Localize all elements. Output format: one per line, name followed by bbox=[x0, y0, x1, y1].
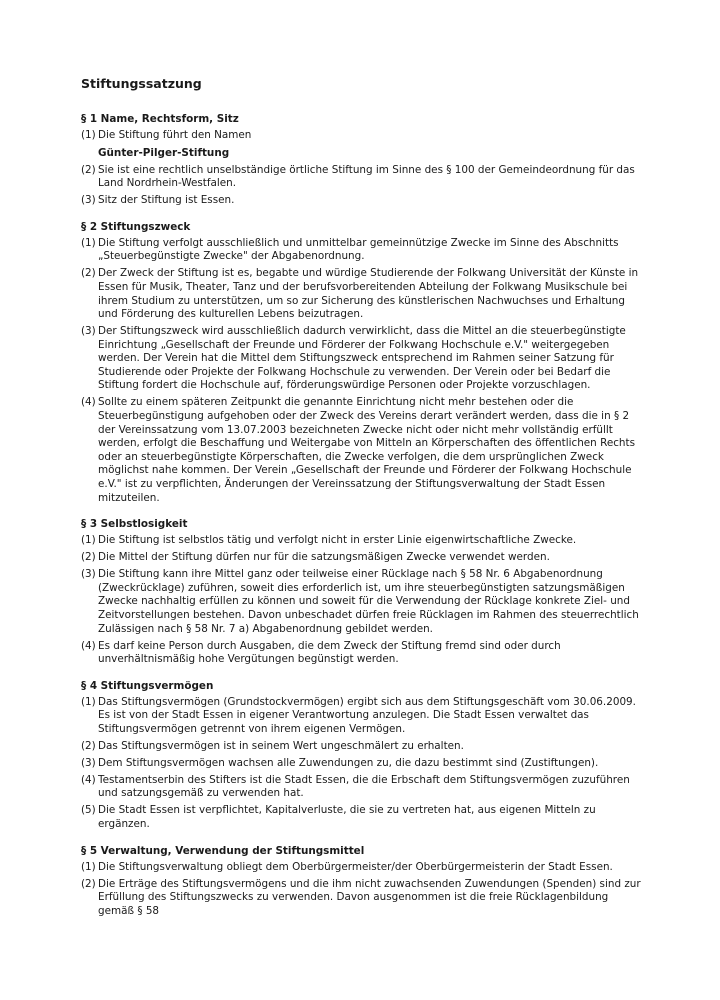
paragraph-text: Die Stiftung führt den Namen bbox=[98, 129, 252, 141]
paragraph-number: (4) bbox=[81, 396, 96, 409]
paragraph-item bbox=[81, 164, 641, 191]
section-heading: § 1 Name, Rechtsform, Sitz bbox=[81, 113, 239, 125]
paragraph-text: Sollte zu einem späteren Zeitpunkt die genannte Einrichtung nicht mehr bestehen oder die Steuerbegünstigung aufgehoben oder der Zweck des Vereins derart verändert werden, dass die in § 2 der Vereinssatzung vom 13.07.2003 bezeichneten Zwecke nicht oder nicht mehr vollständig erfüllt werden, erfolgt die Beschaffung und Weitergabe von Mitteln an Körperschaften des öffentlichen Rechts oder an steuerbegünstigte Körperschaften, die Zwecke verfolgen, die dem ursprünglichen Zweck möglichst nahe kommen. Der Verein „Gesellschaft der Freunde und Förderer der Folkwang Hochschule e.V." ist zu verpflichten, Änderungen der Vereinssatzung der Stiftungsverwaltung der Stadt Essen mitzuteilen. bbox=[98, 396, 635, 504]
paragraph-number: (2) bbox=[81, 163, 96, 176]
paragraph-item bbox=[81, 757, 641, 771]
section-2 bbox=[81, 220, 641, 505]
paragraph-number: (2) bbox=[81, 267, 96, 280]
paragraph-number: (4) bbox=[81, 773, 96, 786]
paragraph-text: Testamentserbin des Stifters ist die Stadt Essen, die die Erbschaft dem Stiftungsvermögen zuzuführen und satzungsgemäß zu verwenden hat. bbox=[98, 773, 630, 800]
paragraph-number: (2) bbox=[81, 877, 96, 890]
paragraph-text: Das Stiftungsvermögen (Grundstockvermögen) ergibt sich aus dem Stiftungsgeschäft vom 30.06.2009. Es ist von der Stadt Essen in eigener Verantwortung anzulegen. Die Stadt Essen verwaltet das Stiftungsvermögen getrennt von ihrem eigenen Vermögen. bbox=[98, 695, 636, 735]
section-heading: § 5 Verwaltung, Verwendung der Stiftungsmittel bbox=[81, 844, 365, 857]
paragraph-item bbox=[81, 640, 641, 667]
paragraph-item bbox=[81, 878, 641, 919]
paragraph-number: (1) bbox=[81, 534, 96, 547]
paragraph-text: Die Mittel der Stiftung dürfen nur für die satzungsmäßigen Zwecke verwendet werden. bbox=[98, 551, 550, 564]
paragraph-item bbox=[81, 696, 641, 737]
paragraph-item bbox=[81, 551, 641, 565]
paragraph-number: (4) bbox=[81, 639, 96, 652]
paragraph-text: Der Stiftungszweck wird ausschließlich dadurch verwirklicht, dass die Mittel an die steuerbegünstigte Einrichtung „Gesellschaft der Freunde und Förderer der Folkwang Hochschule e.V." weitergegeben werden. Der Verein hat die Mittel dem Stiftungszweck entsprechend im Rahmen seiner Satzung für Studierende oder Projekte der Folkwang Hochschule zu verwenden. Der Verein oder bei Bedarf die Stiftung fordert die Hochschule auf, förderungswürdige Personen oder Projekte vorzuschlagen. bbox=[98, 325, 626, 392]
paragraph-number: (2) bbox=[81, 739, 96, 752]
paragraph-item bbox=[81, 237, 641, 264]
section-5 bbox=[81, 844, 641, 919]
paragraph-text: Die Stiftung verfolgt ausschließlich und unmittelbar gemeinnützige Zwecke im Sinne des Abschnitts „Steuerbegünstigte Zwecke" der Abgabenordnung. bbox=[98, 236, 619, 263]
paragraph-item bbox=[81, 774, 641, 801]
paragraph-text: Dem Stiftungsvermögen wachsen alle Zuwendungen zu, die dazu bestimmt sind (Zustiftungen). bbox=[98, 756, 599, 769]
section-1 bbox=[81, 112, 641, 208]
paragraph-item bbox=[81, 325, 641, 393]
paragraph-text: Sie ist eine rechtlich unselbständige örtliche Stiftung im Sinne des § 100 der Gemeindeordnung für das Land Nordrhein-Westfalen. bbox=[98, 163, 635, 190]
paragraph-item bbox=[81, 267, 641, 321]
section-heading: § 3 Selbstlosigkeit bbox=[81, 518, 188, 531]
paragraph-text: Das Stiftungsvermögen ist in seinem Wert ungeschmälert zu erhalten. bbox=[98, 739, 464, 752]
document-page bbox=[81, 76, 641, 930]
paragraph-item bbox=[81, 804, 641, 831]
paragraph-text: Die Stiftung ist selbstlos tätig und verfolgt nicht in erster Linie eigenwirtschaftliche Zwecke. bbox=[98, 534, 577, 547]
paragraph-number: (5) bbox=[81, 804, 96, 817]
paragraph-number: (3) bbox=[81, 568, 96, 581]
paragraph-text: Die Stadt Essen ist verpflichtet, Kapitalverluste, die sie zu vertreten hat, aus eigenen Mitteln zu ergänzen. bbox=[98, 804, 596, 831]
paragraph-item bbox=[81, 861, 641, 875]
paragraph-number: (3) bbox=[81, 756, 96, 769]
document-title: Stiftungssatzung bbox=[81, 76, 202, 91]
paragraph-number: (3) bbox=[81, 194, 96, 207]
paragraph-text: Die Erträge des Stiftungsvermögens und die ihm nicht zuwachsenden Zuwendungen (Spenden) sind zur Erfüllung des Stiftungszwecks zu verwenden. Davon ausgenommen ist die freie Rücklagenbildung gemäß § 58 bbox=[98, 877, 641, 917]
sections-container bbox=[81, 112, 641, 918]
paragraph-number: (1) bbox=[81, 129, 96, 141]
section-heading: § 2 Stiftungszweck bbox=[81, 220, 191, 233]
paragraph-item bbox=[81, 194, 641, 208]
paragraph-item bbox=[81, 396, 641, 505]
paragraph-item bbox=[81, 568, 641, 636]
paragraph-item bbox=[81, 129, 641, 160]
paragraph-number: (1) bbox=[81, 236, 96, 249]
section-3 bbox=[81, 517, 641, 667]
paragraph-number: (1) bbox=[81, 695, 96, 708]
paragraph-text: Es darf keine Person durch Ausgaben, die dem Zweck der Stiftung fremd sind oder durch unverhältnismäßig hohe Vergütungen begünstigt werden. bbox=[98, 639, 561, 666]
paragraph-number: (2) bbox=[81, 551, 96, 564]
paragraph-item bbox=[81, 534, 641, 548]
foundation-name: Günter-Pilger-Stiftung bbox=[98, 146, 230, 159]
paragraph-item bbox=[81, 740, 641, 754]
section-heading: § 4 Stiftungsvermögen bbox=[81, 679, 214, 692]
section-4 bbox=[81, 679, 641, 832]
paragraph-text: Die Stiftung kann ihre Mittel ganz oder teilweise einer Rücklage nach § 58 Nr. 6 Abgabenordnung (Zweckrücklage) zuführen, soweit dies erforderlich ist, um ihre steuerbegünstigten satzungsmäßigen Zwecke nachhaltig erfüllen zu können und soweit für die Verwendung der Rücklage konkrete Ziel- und Zeitvorstellungen bestehen. Davon unbeschadet dürfen freie Rücklagen im Rahmen des steuerrechtlich Zulässigen nach § 58 Nr. 7 a) Abgabenordnung gebildet werden. bbox=[98, 568, 639, 635]
paragraph-number: (3) bbox=[81, 325, 96, 338]
paragraph-number: (1) bbox=[81, 860, 96, 873]
paragraph-text: Die Stiftungsverwaltung obliegt dem Oberbürgermeister/der Oberbürgermeisterin der Stadt Essen. bbox=[98, 860, 613, 873]
paragraph-text: Der Zweck der Stiftung ist es, begabte und würdige Studierende der Folkwang Universität der Künste in Essen für Musik, Theater, Tanz und der berufsvorbereitenden Abteilung der Folkwang Musikschule bei ihrem Studium zu unterstützen, um so zur Sicherung des künstlerischen Nachwuchses und Erhaltung und Förderung des kulturellen Lebens beizutragen. bbox=[98, 267, 639, 321]
paragraph-text: Sitz der Stiftung ist Essen. bbox=[98, 194, 235, 207]
